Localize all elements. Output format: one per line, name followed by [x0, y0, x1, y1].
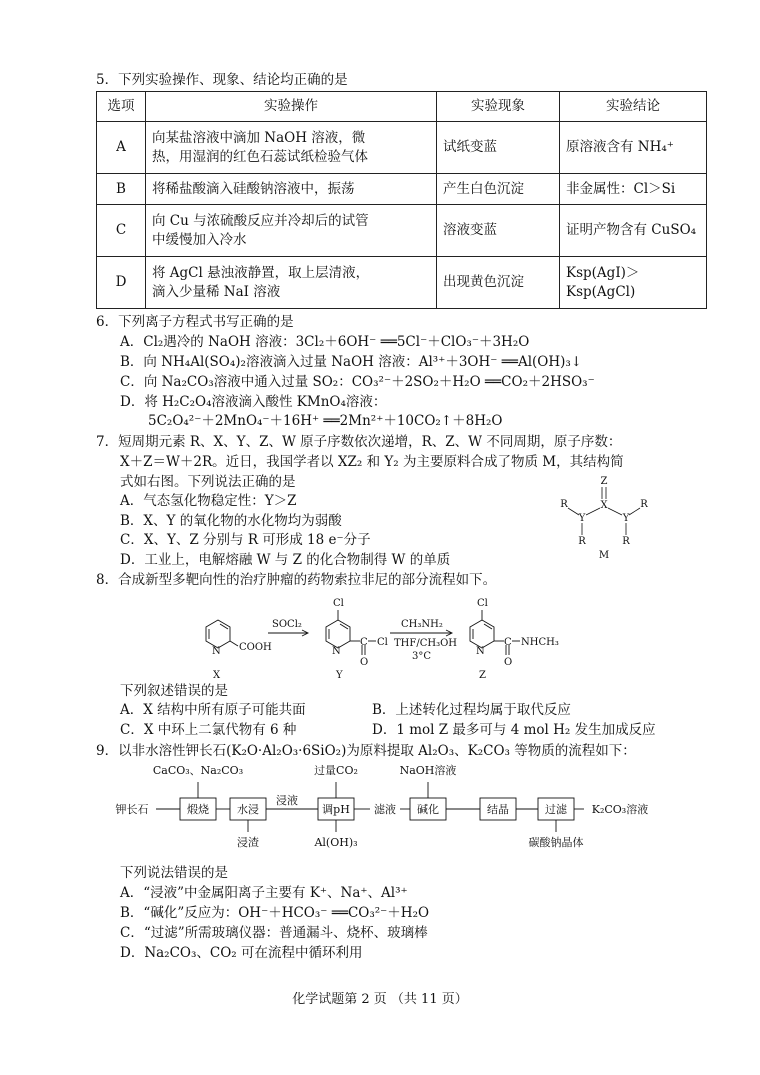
- label-leachate: 浸液: [276, 794, 298, 807]
- table-header-row: [97, 92, 707, 122]
- row-phenomenon: 产生白色沉淀: [437, 174, 560, 205]
- input-naoh: NaOH溶液: [399, 764, 457, 777]
- reagent-socl2: SOCl₂: [272, 619, 302, 630]
- atom-x: X: [600, 500, 608, 511]
- row-conclusion: 证明产物含有 CuSO₄: [560, 205, 707, 257]
- table-row: [97, 257, 707, 309]
- row-phenomenon: 试纸变蓝: [437, 122, 560, 174]
- output-residue: 浸渣: [237, 836, 259, 849]
- table-row: [97, 122, 707, 174]
- x-cooh: COOH: [239, 642, 272, 653]
- q7-stem-line2: X＋Z＝W＋2R。近日，我国学者以 XZ₂ 和 Y₂ 为主要原料合成了物质 M，其结构简: [120, 454, 624, 470]
- table-row: [97, 205, 707, 257]
- atom-r-top-left: R: [560, 499, 568, 510]
- q8-reaction-scheme: [190, 590, 610, 680]
- q7-stem-line3: 式如右图。下列说法正确的是: [120, 474, 296, 490]
- atom-y-right: Y: [622, 513, 630, 524]
- flow-start: 钾长石: [115, 803, 149, 816]
- q7-stem-line1: 7．短周期元素 R、X、Y、Z、W 原子序数依次递增，R、Z、W 不同周期，原子序数：: [96, 434, 622, 450]
- header-conclusion: 实验结论: [560, 92, 707, 122]
- q8-option-c: C．X 中环上二氯代物有 6 种: [120, 722, 297, 738]
- q9-stem: 9．以非水溶性钾长石(K₂O·Al₂O₃·6SiO₂)为原料提取 Al₂O₃、K₂CO₃ 等物质的流程如下：: [96, 743, 636, 759]
- q6-option-d: D．将 H₂C₂O₄溶液滴入酸性 KMnO₄溶液：: [120, 394, 387, 410]
- atom-y-left: Y: [578, 513, 586, 524]
- atom-z: Z: [600, 476, 608, 487]
- box-filter: 过滤: [545, 803, 567, 816]
- x-ring-n: N: [212, 646, 221, 657]
- label-m: M: [598, 550, 610, 561]
- q9-option-c: C．“过滤”所需玻璃仪器：普通漏斗、烧杯、玻璃棒: [120, 925, 428, 941]
- y-acyl-cl: Cl: [377, 637, 388, 648]
- z-oxygen: O: [504, 657, 513, 668]
- row-option: D: [97, 257, 146, 309]
- q7-option-a: A．气态氢化物稳定性：Y＞Z: [120, 493, 297, 509]
- y-ring-n: N: [332, 646, 341, 657]
- label-y: Y: [336, 670, 343, 680]
- q8-option-b: B．上述转化过程均属于取代反应: [372, 702, 571, 718]
- input-caco3-na2co3: CaCO₃、Na₂CO₃: [152, 764, 244, 777]
- row-conclusion: 非金属性：Cl＞Si: [560, 174, 707, 205]
- q9-option-a: A．“浸液”中金属阳离子主要有 K⁺、Na⁺、Al³⁺: [120, 885, 408, 901]
- q6-stem: 6．下列离子方程式书写正确的是: [96, 314, 294, 330]
- z-ring-n: N: [476, 646, 485, 657]
- row-operation: 将 AgCl 悬浊液静置，取上层清液， 滴入少量稀 NaI 溶液: [146, 257, 437, 309]
- q5-stem: 5．下列实验操作、现象、结论均正确的是: [96, 72, 348, 88]
- q8-stem: 8．合成新型多靶向性的治疗肿瘤的药物索拉非尼的部分流程如下。: [96, 572, 497, 588]
- q8-option-d: D．1 mol Z 最多可与 4 mol H₂ 发生加成反应: [372, 722, 656, 738]
- atom-r-bottom-left: R: [578, 536, 586, 547]
- reagent-temp: 3°C: [412, 651, 432, 662]
- box-adjust-ph: 调pH: [322, 803, 350, 816]
- q9-option-b: B．“碱化”反应为：OH⁻＋HCO₃⁻ ══CO₃²⁻＋H₂O: [120, 905, 430, 921]
- box-alkalize: 碱化: [417, 803, 439, 816]
- input-co2: 过量CO₂: [314, 764, 358, 777]
- row-conclusion: 原溶液含有 NH₄⁺: [560, 122, 707, 174]
- z-cl-top: Cl: [477, 598, 488, 609]
- reagent-ch3nh2: CH₃NH₂: [401, 619, 443, 630]
- output-aloh3: Al(OH)₃: [314, 836, 358, 849]
- page-footer: 化学试题第 2 页 （共 11 页）: [292, 992, 468, 1007]
- header-option: 选项: [97, 92, 146, 122]
- q9-sub-stem: 下列说法错误的是: [120, 865, 228, 881]
- q6-option-c: C．向 Na₂CO₃溶液中通入过量 SO₂：CO₃²⁻＋2SO₂＋H₂O ══CO₂＋2HSO₃⁻: [120, 374, 595, 390]
- header-phenomenon: 实验现象: [437, 92, 560, 122]
- output-na2co3-crystal: 碳酸钠晶体: [528, 836, 584, 849]
- q6-option-d-equation: 5C₂O₄²⁻＋2MnO₄⁻＋16H⁺ ══2Mn²⁺＋10CO₂↑＋8H₂O: [148, 413, 503, 429]
- table-row: [97, 174, 707, 205]
- q9-flowchart: [112, 760, 672, 860]
- atom-r-bottom-right: R: [622, 536, 630, 547]
- q9-option-d: D．Na₂CO₃、CO₂ 可在流程中循环利用: [120, 945, 363, 961]
- flow-end: K₂CO₃溶液: [591, 803, 649, 816]
- header-operation: 实验操作: [146, 92, 437, 122]
- label-z: Z: [479, 670, 486, 680]
- q6-option-b: B．向 NH₄Al(SO₄)₂溶液滴入过量 NaOH 溶液：Al³⁺＋3OH⁻ ══Al(OH)₃↓: [120, 354, 583, 370]
- y-cl-top: Cl: [333, 598, 344, 609]
- row-operation: 向某盐溶液中滴加 NaOH 溶液，微 热，用湿润的红色石蕊试纸检验气体: [146, 122, 437, 174]
- label-x: X: [213, 670, 221, 680]
- q7-option-d: D．工业上，电解熔融 W 与 Z 的化合物制得 W 的单质: [120, 552, 451, 568]
- y-oxygen: O: [360, 657, 369, 668]
- row-phenomenon: 出现黄色沉淀: [437, 257, 560, 309]
- row-option: C: [97, 205, 146, 257]
- box-water-leach: 水浸: [237, 803, 259, 816]
- reagent-thf: THF/CH₃OH: [394, 638, 457, 649]
- atom-r-top-right: R: [640, 499, 648, 510]
- q8-option-a: A．X 结构中所有原子可能共面: [120, 702, 306, 718]
- box-calcine: 煅烧: [187, 803, 209, 816]
- y-carbonyl-c: C: [360, 637, 368, 648]
- q7-option-c: C．X、Y、Z 分别与 R 可形成 18 e⁻分子: [120, 532, 371, 548]
- label-filtrate: 滤液: [374, 803, 396, 816]
- row-option: B: [97, 174, 146, 205]
- q7-option-b: B．X、Y 的氧化物的水化物均为弱酸: [120, 513, 342, 529]
- row-conclusion: Ksp(AgI)＞Ksp(AgCl): [560, 257, 707, 309]
- row-phenomenon: 溶液变蓝: [437, 205, 560, 257]
- box-crystallize: 结晶: [487, 803, 509, 816]
- structure-m-diagram: [548, 474, 668, 566]
- q5-table: [96, 91, 707, 309]
- row-operation: 向 Cu 与浓硫酸反应并冷却后的试管 中缓慢加入冷水: [146, 205, 437, 257]
- row-operation: 将稀盐酸滴入硅酸钠溶液中，振荡: [146, 174, 437, 205]
- q8-sub-stem: 下列叙述错误的是: [120, 683, 228, 699]
- row-option: A: [97, 122, 146, 174]
- z-carbonyl-c: C: [504, 637, 512, 648]
- q6-option-a: A．Cl₂遇冷的 NaOH 溶液：3Cl₂＋6OH⁻ ══5Cl⁻＋ClO₃⁻＋3H₂O: [120, 334, 530, 350]
- z-nhch3: NHCH₃: [521, 637, 559, 648]
